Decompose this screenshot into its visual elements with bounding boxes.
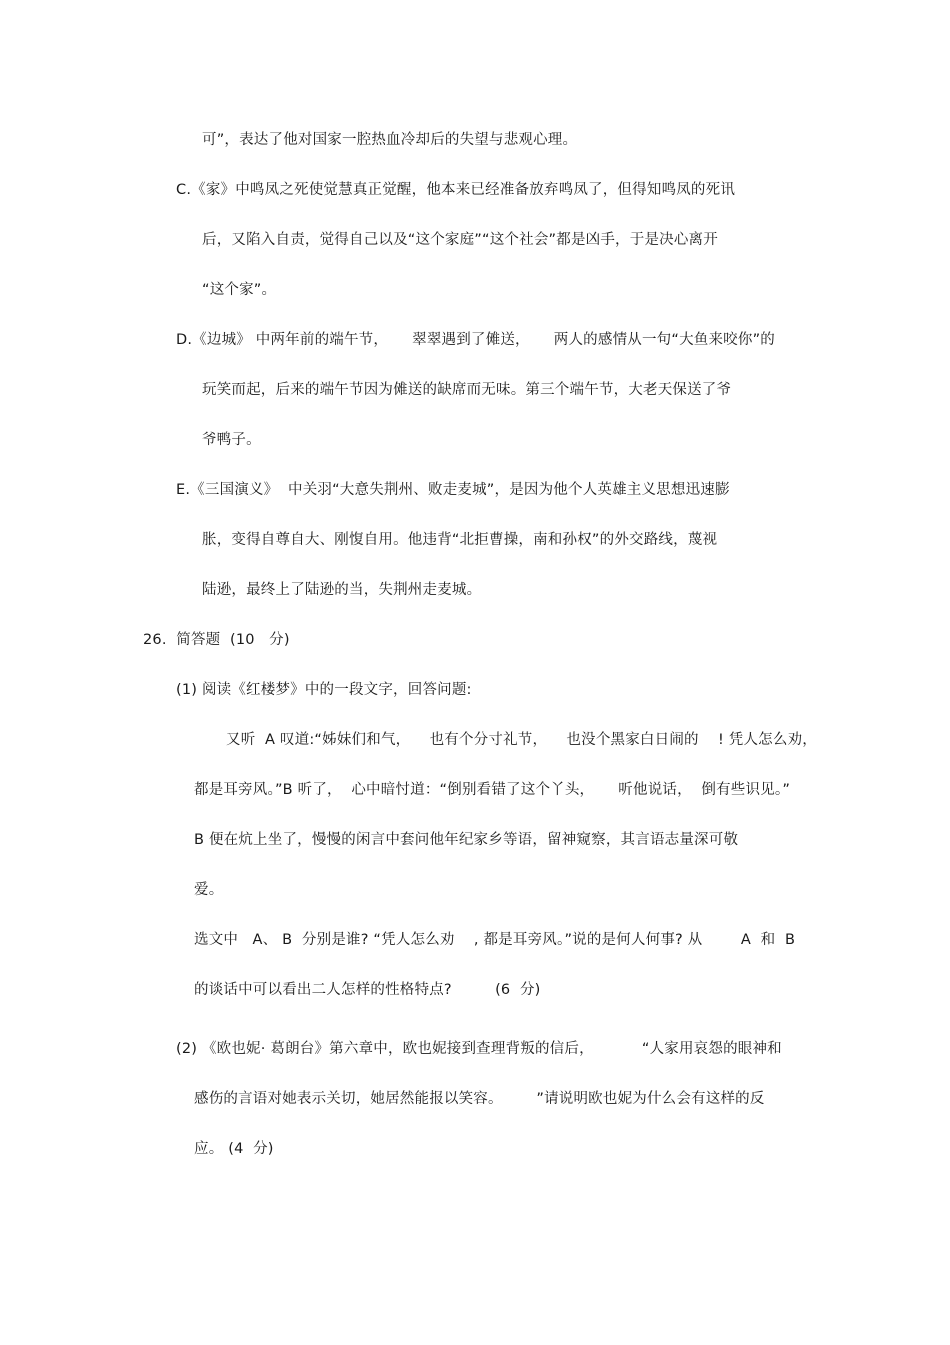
option-d-line-2: 玩笑而起，后来的端午节因为傩送的缺席而无味。第三个端午节，大老天保送了爷 xyxy=(202,382,732,398)
option-e-line-3: 陆逊，最终上了陆逊的当，失荆州走麦城。 xyxy=(202,582,482,598)
subquestion-1-question-line-2: 的谈话中可以看出二人怎样的性格特点? (6 分) xyxy=(194,982,541,998)
option-d: D.《边城》 中两年前的端午节， 翠翠遇到了傩送， 两人的感情从一句“大鱼来咬你”的 xyxy=(176,332,775,348)
subquestion-2-prompt: (2) 《欧也妮· 葛朗台》第六章中，欧也妮接到查理背叛的信后， “人家用哀怨的眼神和 xyxy=(176,1041,782,1057)
excerpt-line-2: 都是耳旁风。”B 听了， 心中暗忖道：“倒别看错了这个丫头， 听他说话， 倒有些识见。” xyxy=(194,782,791,798)
option-e: E.《三国演义》 中关羽“大意失荆州、败走麦城”，是因为他个人英雄主义思想迅速膨 xyxy=(176,482,730,498)
subquestion-1-prompt: (1) 阅读《红楼梦》中的一段文字，回答问题: xyxy=(176,682,472,698)
question-26-heading: 26. 简答题 (10 分) xyxy=(143,632,290,648)
option-c-line-3: “这个家”。 xyxy=(202,282,277,298)
option-b-continuation: 可”，表达了他对国家一腔热血冷却后的失望与悲观心理。 xyxy=(202,132,578,148)
excerpt-line-1: 又听 A 叹道:“姊妹们和气， 也有个分寸礼节， 也没个黑家白日闹的 ! 凭人怎么劝， xyxy=(226,732,817,748)
option-d-line-3: 爷鸭子。 xyxy=(202,432,261,448)
option-e-line-2: 胀，变得自尊自大、刚愎自用。他违背“北拒曹操，南和孙权”的外交路线，蔑视 xyxy=(202,532,718,548)
subquestion-1-question: 选文中 A、 B 分别是谁? “凭人怎么劝 , 都是耳旁风。”说的是何人何事? 从 A 和 B xyxy=(194,932,796,948)
excerpt-line-4: 爱。 xyxy=(194,882,224,898)
option-c-line-2: 后，又陷入自责，觉得自己以及“这个家庭”“这个社会”都是凶手，于是决心离开 xyxy=(202,232,718,248)
excerpt-line-3: B 便在炕上坐了，慢慢的闲言中套问他年纪家乡等语，留神窥察，其言语志量深可敬 xyxy=(194,832,739,848)
subquestion-2-line-2: 感伤的言语对她表示关切，她居然能报以笑容。 ”请说明欧也妮为什么会有这样的反 xyxy=(194,1091,765,1107)
subquestion-2-line-3: 应。 (4 分) xyxy=(194,1141,274,1157)
option-c: C.《家》中鸣凤之死使觉慧真正觉醒，他本来已经准备放弃鸣凤了，但得知鸣凤的死讯 xyxy=(176,182,736,198)
